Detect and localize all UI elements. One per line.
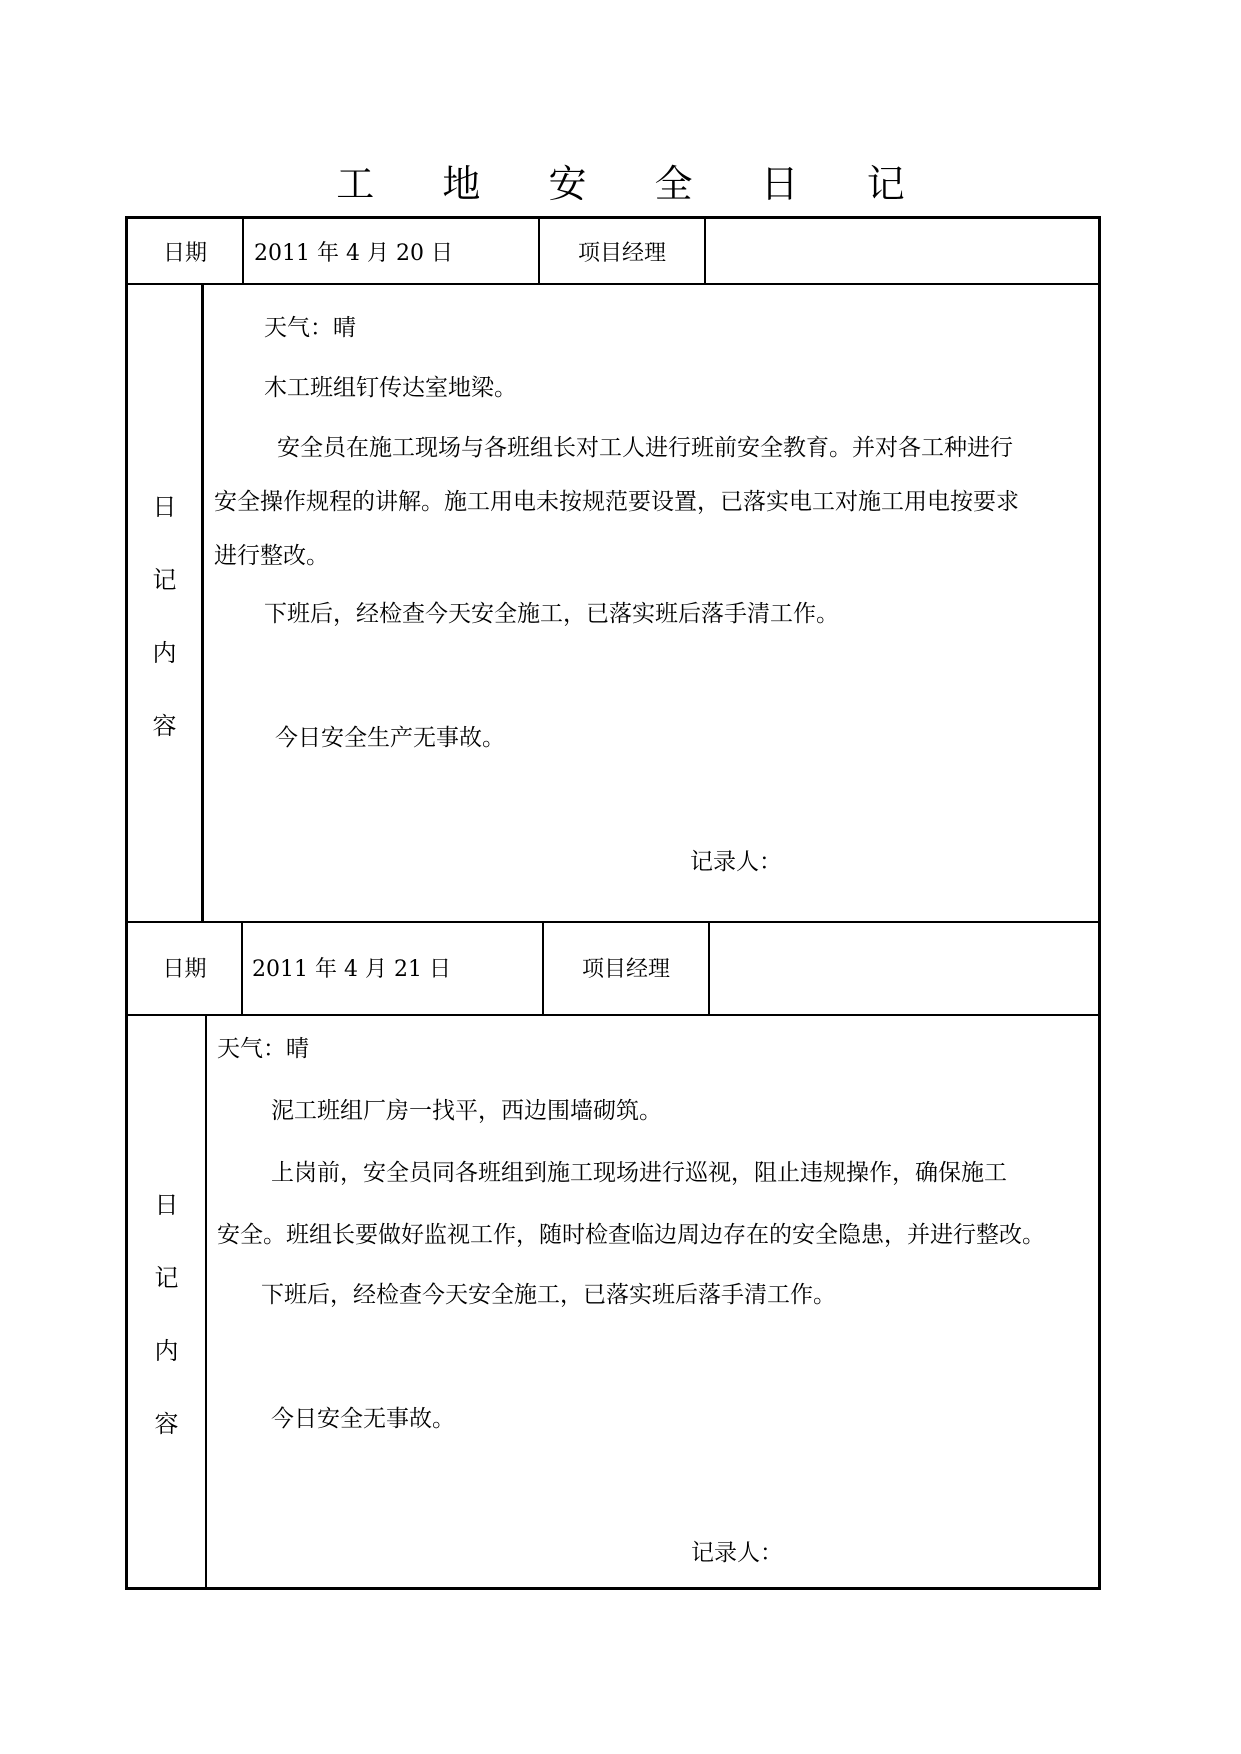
content-line: 安全。班组长要做好监视工作，随时检查临边周边存在的安全隐患，并进行整改。: [217, 1222, 1045, 1248]
content-line: 泥工班组厂房一找平，西边围墙砌筑。: [271, 1098, 662, 1124]
recorder-label: 记录人：: [690, 849, 782, 875]
diary-content: [203, 283, 1098, 921]
content-line: 进行整改。: [214, 543, 329, 569]
content-line: 木工班组钉传达室地梁。: [264, 375, 517, 401]
diary-content: [207, 1016, 1098, 1590]
content-line: 今日安全生产无事故。: [275, 725, 505, 751]
date-label: 日期: [162, 957, 207, 982]
side-char: 内: [152, 639, 177, 667]
col-divider: [241, 921, 243, 1014]
weather-text: 天气：晴: [264, 315, 356, 341]
side-char: 内: [154, 1337, 179, 1365]
content-side-label: [128, 1185, 205, 1439]
content-side-label: [128, 487, 201, 741]
manager-label: 项目经理: [581, 957, 670, 982]
side-char: 记: [154, 1264, 179, 1292]
col-divider: [704, 219, 706, 283]
content-line: 安全操作规程的讲解。施工用电未按规范要设置，已落实电工对施工用电按要求: [214, 489, 1019, 515]
page-title: 工 地 安 全 日 记: [336, 162, 933, 206]
weather-text: 天气：晴: [217, 1036, 309, 1062]
content-line: 下班后，经检查今天安全施工，已落实班后落手清工作。: [264, 601, 839, 627]
diary-table: [125, 216, 1101, 1590]
col-divider: [242, 219, 244, 283]
date-label: 日期: [162, 240, 207, 266]
side-char: 记: [152, 566, 177, 594]
col-divider: [708, 921, 710, 1014]
side-char: 日: [154, 1191, 179, 1219]
manager-label: 项目经理: [577, 240, 666, 266]
content-line: 今日安全无事故。: [271, 1406, 455, 1432]
side-char: 容: [154, 1410, 179, 1438]
manager-value[interactable]: [722, 921, 1092, 1014]
side-char: 容: [152, 712, 177, 740]
side-char: 日: [152, 493, 177, 521]
content-line: 上岗前，安全员同各班组到施工现场进行巡视，阻止违规操作，确保施工: [271, 1160, 1007, 1186]
date-value: 2011 年 4 月 21 日: [252, 957, 451, 982]
manager-value[interactable]: [718, 219, 1088, 283]
content-line: 安全员在施工现场与各班组长对工人进行班前安全教育。并对各工种进行: [277, 435, 1013, 461]
recorder-label: 记录人：: [691, 1540, 783, 1566]
date-value: 2011 年 4 月 20 日: [254, 240, 453, 266]
content-line: 下班后，经检查今天安全施工，已落实班后落手清工作。: [261, 1282, 836, 1308]
